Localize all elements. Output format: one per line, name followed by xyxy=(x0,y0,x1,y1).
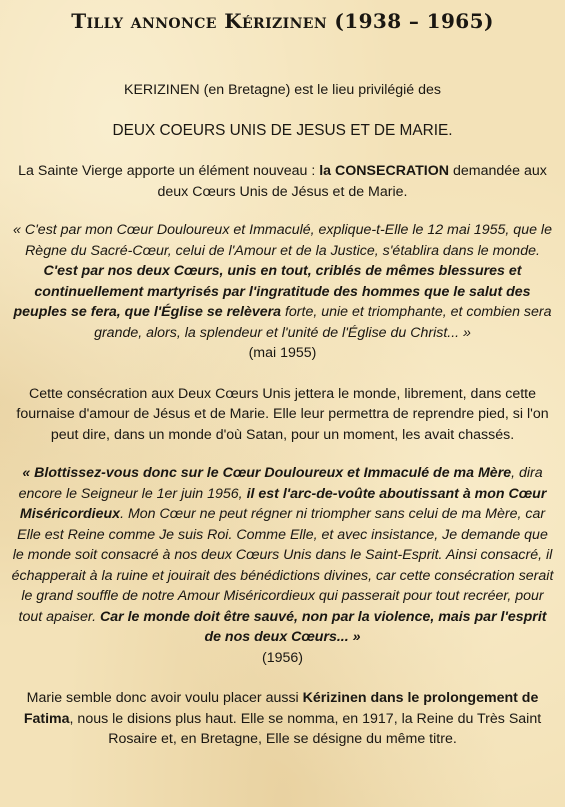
headline-end: . xyxy=(448,121,453,139)
quote2-bold2: il est l'arc-de-voûte aboutissant à mon Cœur Miséricordieux xyxy=(19,485,547,522)
quote-1956 xyxy=(10,463,555,668)
p3-bold: Kérizinen dans le prolongement de Fatima xyxy=(23,690,539,727)
p3-after: , nous le disions plus haut. Elle se nomma, en 1917, la Reine du Très Saint Rosaire et, en Bretagne, Elle se désigne du même titre. xyxy=(69,710,542,747)
quote1-part1: « C'est par mon Cœur Douloureux et Immaculé, explique-t-Elle le 12 mai 1955, que le Règne du Sacré-Cœur, celui de l'Amour et de la Justice, s'établira dans le monde. xyxy=(13,222,552,259)
quote2-part2: . Mon Cœur ne peut régner ni triompher sans celui de ma Mère, car Elle est Reine comme Je suis Roi. Comme Elle, et avec insistance, Je demande que le monde soit consacré à nos deux Cœurs Unis dans le Saint-Esprit. Ainsi consacré, il échapperait à la ruine et jouirait des bénédictions divines, car cette consécration serait le grand souffle de notre Amour Miséricordieux qui passerait pour tout recréer, pour tout apaiser. xyxy=(11,506,554,625)
page-title: Tilly annonce Kérizinen (1938 – 1965) xyxy=(71,9,494,33)
quote2-date: (1956) xyxy=(261,649,303,666)
quote2-bold1: Blottissez-vous donc sur le Cœur Douloureux et Immaculé de ma Mère xyxy=(34,465,512,481)
quote2-close: » xyxy=(348,629,361,645)
quote1-date: (mai 1955) xyxy=(248,345,317,361)
p1-bold: la CONSECRATION xyxy=(319,163,450,179)
headline-text: DEUX COEURS UNIS DE JESUS ET DE MARIE xyxy=(112,121,449,139)
quote1-bold: C'est par nos deux Cœurs, unis en tout, criblés de mêmes blessures et continuellement martyrisés par l'ingratitude des hommes que le salut des peuples se fera, que l'Église se relèvera xyxy=(13,263,531,320)
p1-after: demandée aux deux Cœurs Unis de Jésus et de Marie. xyxy=(157,163,547,200)
headline xyxy=(10,121,555,142)
quote-may-1955 xyxy=(10,220,555,364)
p1-before: La Sainte Vierge apporte un élément nouveau : xyxy=(18,163,320,179)
paragraph-fatima xyxy=(10,688,555,750)
quote1-part2: forte, unie et triomphante, et combien sera grande, alors, la splendeur et l'unité de l'Église du Christ... » xyxy=(94,304,552,341)
intro-text: KERIZINEN (en Bretagne) est le lieu privilégié des xyxy=(124,82,441,98)
quote2-open: « xyxy=(22,465,35,481)
paragraph-fournaise: Cette consécration aux Deux Cœurs Unis jettera le monde, librement, dans cette fournaise d'amour de Jésus et de Marie. Elle leur permettra de reprendre pied, si l'on peut dire, dans un monde d'où Satan, pour un moment, les avait chassés. xyxy=(16,385,549,443)
p3-before: Marie semble donc avoir voulu placer aussi xyxy=(26,690,303,706)
paragraph-consecration xyxy=(10,161,555,202)
quote2-part1: , dira encore le Seigneur le 1er juin 1956, xyxy=(18,465,543,502)
quote2-bold3: Car le monde doit être sauvé, non par la violence, mais par l'esprit de nos deux Cœurs... xyxy=(100,608,547,645)
